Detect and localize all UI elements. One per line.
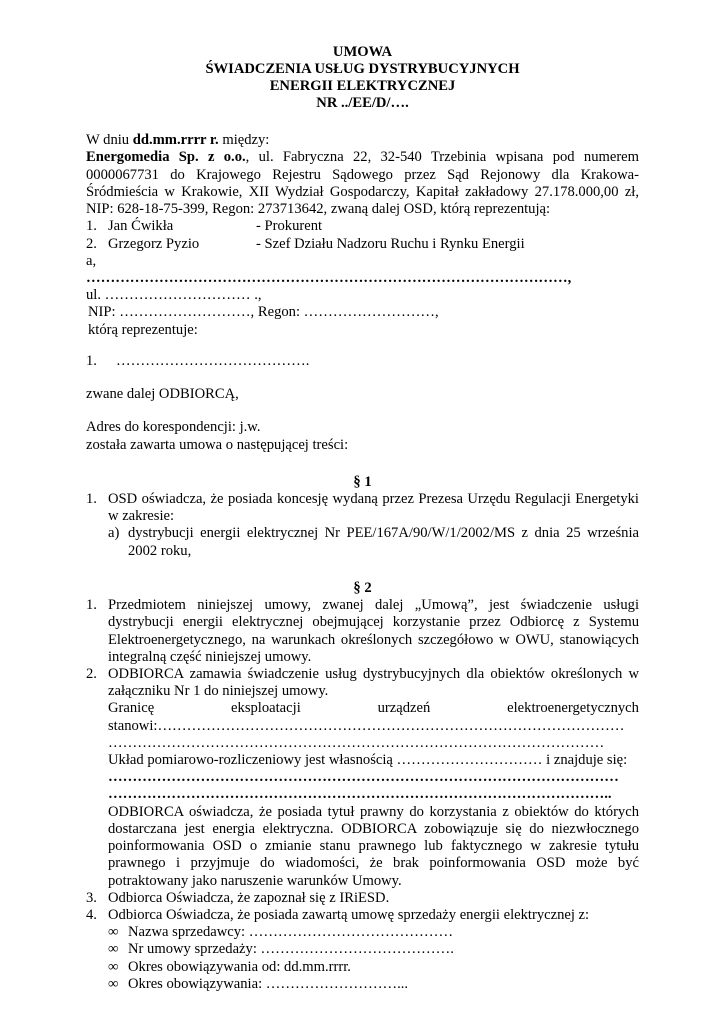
representative-role: - Prokurent	[256, 218, 323, 235]
concluded-statement: została zawarta umowa o następującej treści:	[86, 436, 349, 453]
bullet-icon: ∞	[108, 924, 119, 941]
section-1-heading: § 1	[353, 473, 372, 490]
representative-name: Jan Ćwikła	[108, 218, 174, 235]
receiver-person-row: 1. ………………………………….	[86, 352, 310, 369]
company-name: Energomedia Sp. z o.o.	[86, 149, 246, 166]
section-2-item: 4. Odbiorca Oświadcza, że posiada zawartą umowę sprzedaży energii elektrycznej z:	[86, 907, 590, 923]
section-2-heading: § 2	[353, 579, 372, 596]
boundary-placeholder-2: …………………………………………………………………………………………	[108, 734, 605, 751]
list-item: ∞ Okres obowiązywania: ………………………...	[108, 975, 409, 992]
receiver-called: zwane dalej ODBIORCĄ,	[86, 386, 239, 403]
title-line-3: ENERGII ELEKTRYCZNEJ	[269, 78, 456, 95]
document-title	[86, 44, 639, 112]
boundary-label: Granicę eksploatacji urządzeń elektroenergetycznych	[108, 700, 639, 717]
boundary-placeholder: stanowi:……………………………………………………………………………………	[108, 717, 625, 734]
title-line-2: ŚWIADCZENIA USŁUG DYSTRYBUCYJNYCH	[205, 61, 520, 78]
list-item: ∞ Okres obowiązywania od: dd.mm.rrrr.	[108, 958, 351, 975]
representative-name: Grzegorz Pyzio	[108, 235, 200, 252]
metering-ownership: Układ pomiarowo-rozliczeniowy jest własnością ………………………… i znajduje się:	[108, 752, 628, 769]
representative-row: 1. Jan Ćwikła - Prokurent	[86, 218, 323, 235]
representative-row: 2. Grzegorz Pyzio - Szef Działu Nadzoru Ruchu i Rynku Energii	[86, 235, 525, 252]
intro-date-line: W dniu dd.mm.rrrr r. między:	[86, 132, 270, 149]
company-paragraph	[86, 149, 639, 218]
receiver-nip-regon: NIP: ………………………, Regon: ………………………,	[88, 304, 439, 321]
bullet-icon: ∞	[108, 975, 119, 992]
document-page	[86, 44, 639, 993]
legal-title-statement: ODBIORCA oświadcza, że posiada tytuł prawny do korzystania z obiektów do których dostarczana jest energia elektryczna. ODBIORCA zobowiązuje się do niezwłocznego poinformowania OSD o zmianie stanu prawnego lub faktycznego w zakresie tytułu prawnego i przyjmuje do wiadomości, że brak poinformowania OSD może być potraktowany jako naruszenie warunków Umowy.	[108, 803, 639, 889]
section-1-subitem: a) dystrybucji energii elektrycznej Nr PEE/167A/90/W/1/2002/MS z dnia 25 września 2002 roku,	[108, 525, 639, 559]
bullet-icon: ∞	[108, 958, 119, 975]
title-line-4: NR ../EE/D/….	[316, 95, 409, 112]
conjunction-a: a,	[86, 252, 97, 269]
section-2-item: 2. ODBIORCA zamawia świadczenie usług dystrybucyjnych dla obiektów określonych w załączniku Nr 1 do niniejszej umowy. Granicę eksploatacji urządzeń elektroenergetycznych stanowi:…………………………………………………………………………………… ………………………………………………………………………………………… Układ pomiarowo-rozliczeniowy jest własnością ………………………… i znajduje się: …………………………………………………………………………………………… ………………………………………………………………………………………….. ODBIORCA oświadcza, że posiada tytuł prawny do korzystania z obiektów do których dostarczana jest energia elektryczna. ODBIORCA zobowiązuje się do niezwłocznego poinformowania OSD o zmianie stanu prawnego lub faktycznego w zakresie tytułu prawnego i przyjmuje do wiadomości, że brak poinformowania OSD może być potraktowany jako naruszenie warunków Umowy.	[86, 665, 639, 889]
company-description: , ul. Fabryczna 22, 32-540 Trzebinia wpisana pod numerem 0000067731 do Krajowego Rejestru Sądowego przez Sąd Rejonowy dla Krakowa-Śródmieścia w Krakowie, XII Wydział Gospodarczy, Kapitał zakładowy 27.178.000,00 zł, NIP: 628-18-75-399, Regon: 273713642, zwaną dalej OSD, którą reprezentują:	[86, 149, 640, 218]
representative-role: - Szef Działu Nadzoru Ruchu i Rynku Energii	[256, 235, 525, 252]
metering-location-placeholder: ……………………………………………………………………………………………	[108, 769, 619, 786]
list-item: ∞ Nazwa sprzedawcy: ……………………………………	[108, 924, 454, 941]
section-2-item: 1. Przedmiotem niniejszej umowy, zwanej dalej „Umową”, jest świadczenie usługi dystrybucji energii elektrycznej obejmującej korzystanie przez Odbiorcę z Systemu Elektroenergetycznego, na warunkach określonych szczegółowo w OWU, stanowiących integralną część niniejszej umowy.	[86, 597, 639, 665]
sales-contract-list	[86, 924, 639, 993]
correspondence-address: Adres do korespondencji: j.w.	[86, 419, 261, 436]
bullet-icon: ∞	[108, 941, 119, 958]
title-line-1: UMOWA	[332, 44, 393, 60]
section-2-item: 3. Odbiorca Oświadcza, że zapoznał się z IRiESD.	[86, 889, 390, 906]
receiver-street: ul. ………………………… .,	[86, 287, 262, 304]
metering-location-placeholder-2: …………………………………………………………………………………………..	[108, 786, 612, 803]
section-1-item: 1. OSD oświadcza, że posiada koncesję wydaną przez Prezesa Urzędu Regulacji Energetyki w zakresie: a) dystrybucji energii elektrycznej Nr PEE/167A/90/W/1/2002/MS z dnia 25 września 2002 roku,	[86, 490, 639, 559]
receiver-name-placeholder: ………………………………………………………………………………………,	[86, 270, 572, 286]
receiver-person: ………………………………….	[116, 352, 310, 369]
receiver-represented: którą reprezentuje:	[88, 321, 198, 338]
list-item: ∞ Nr umowy sprzedaży: ………………………………….	[108, 941, 454, 958]
contract-date: dd.mm.rrrr r.	[132, 132, 219, 149]
